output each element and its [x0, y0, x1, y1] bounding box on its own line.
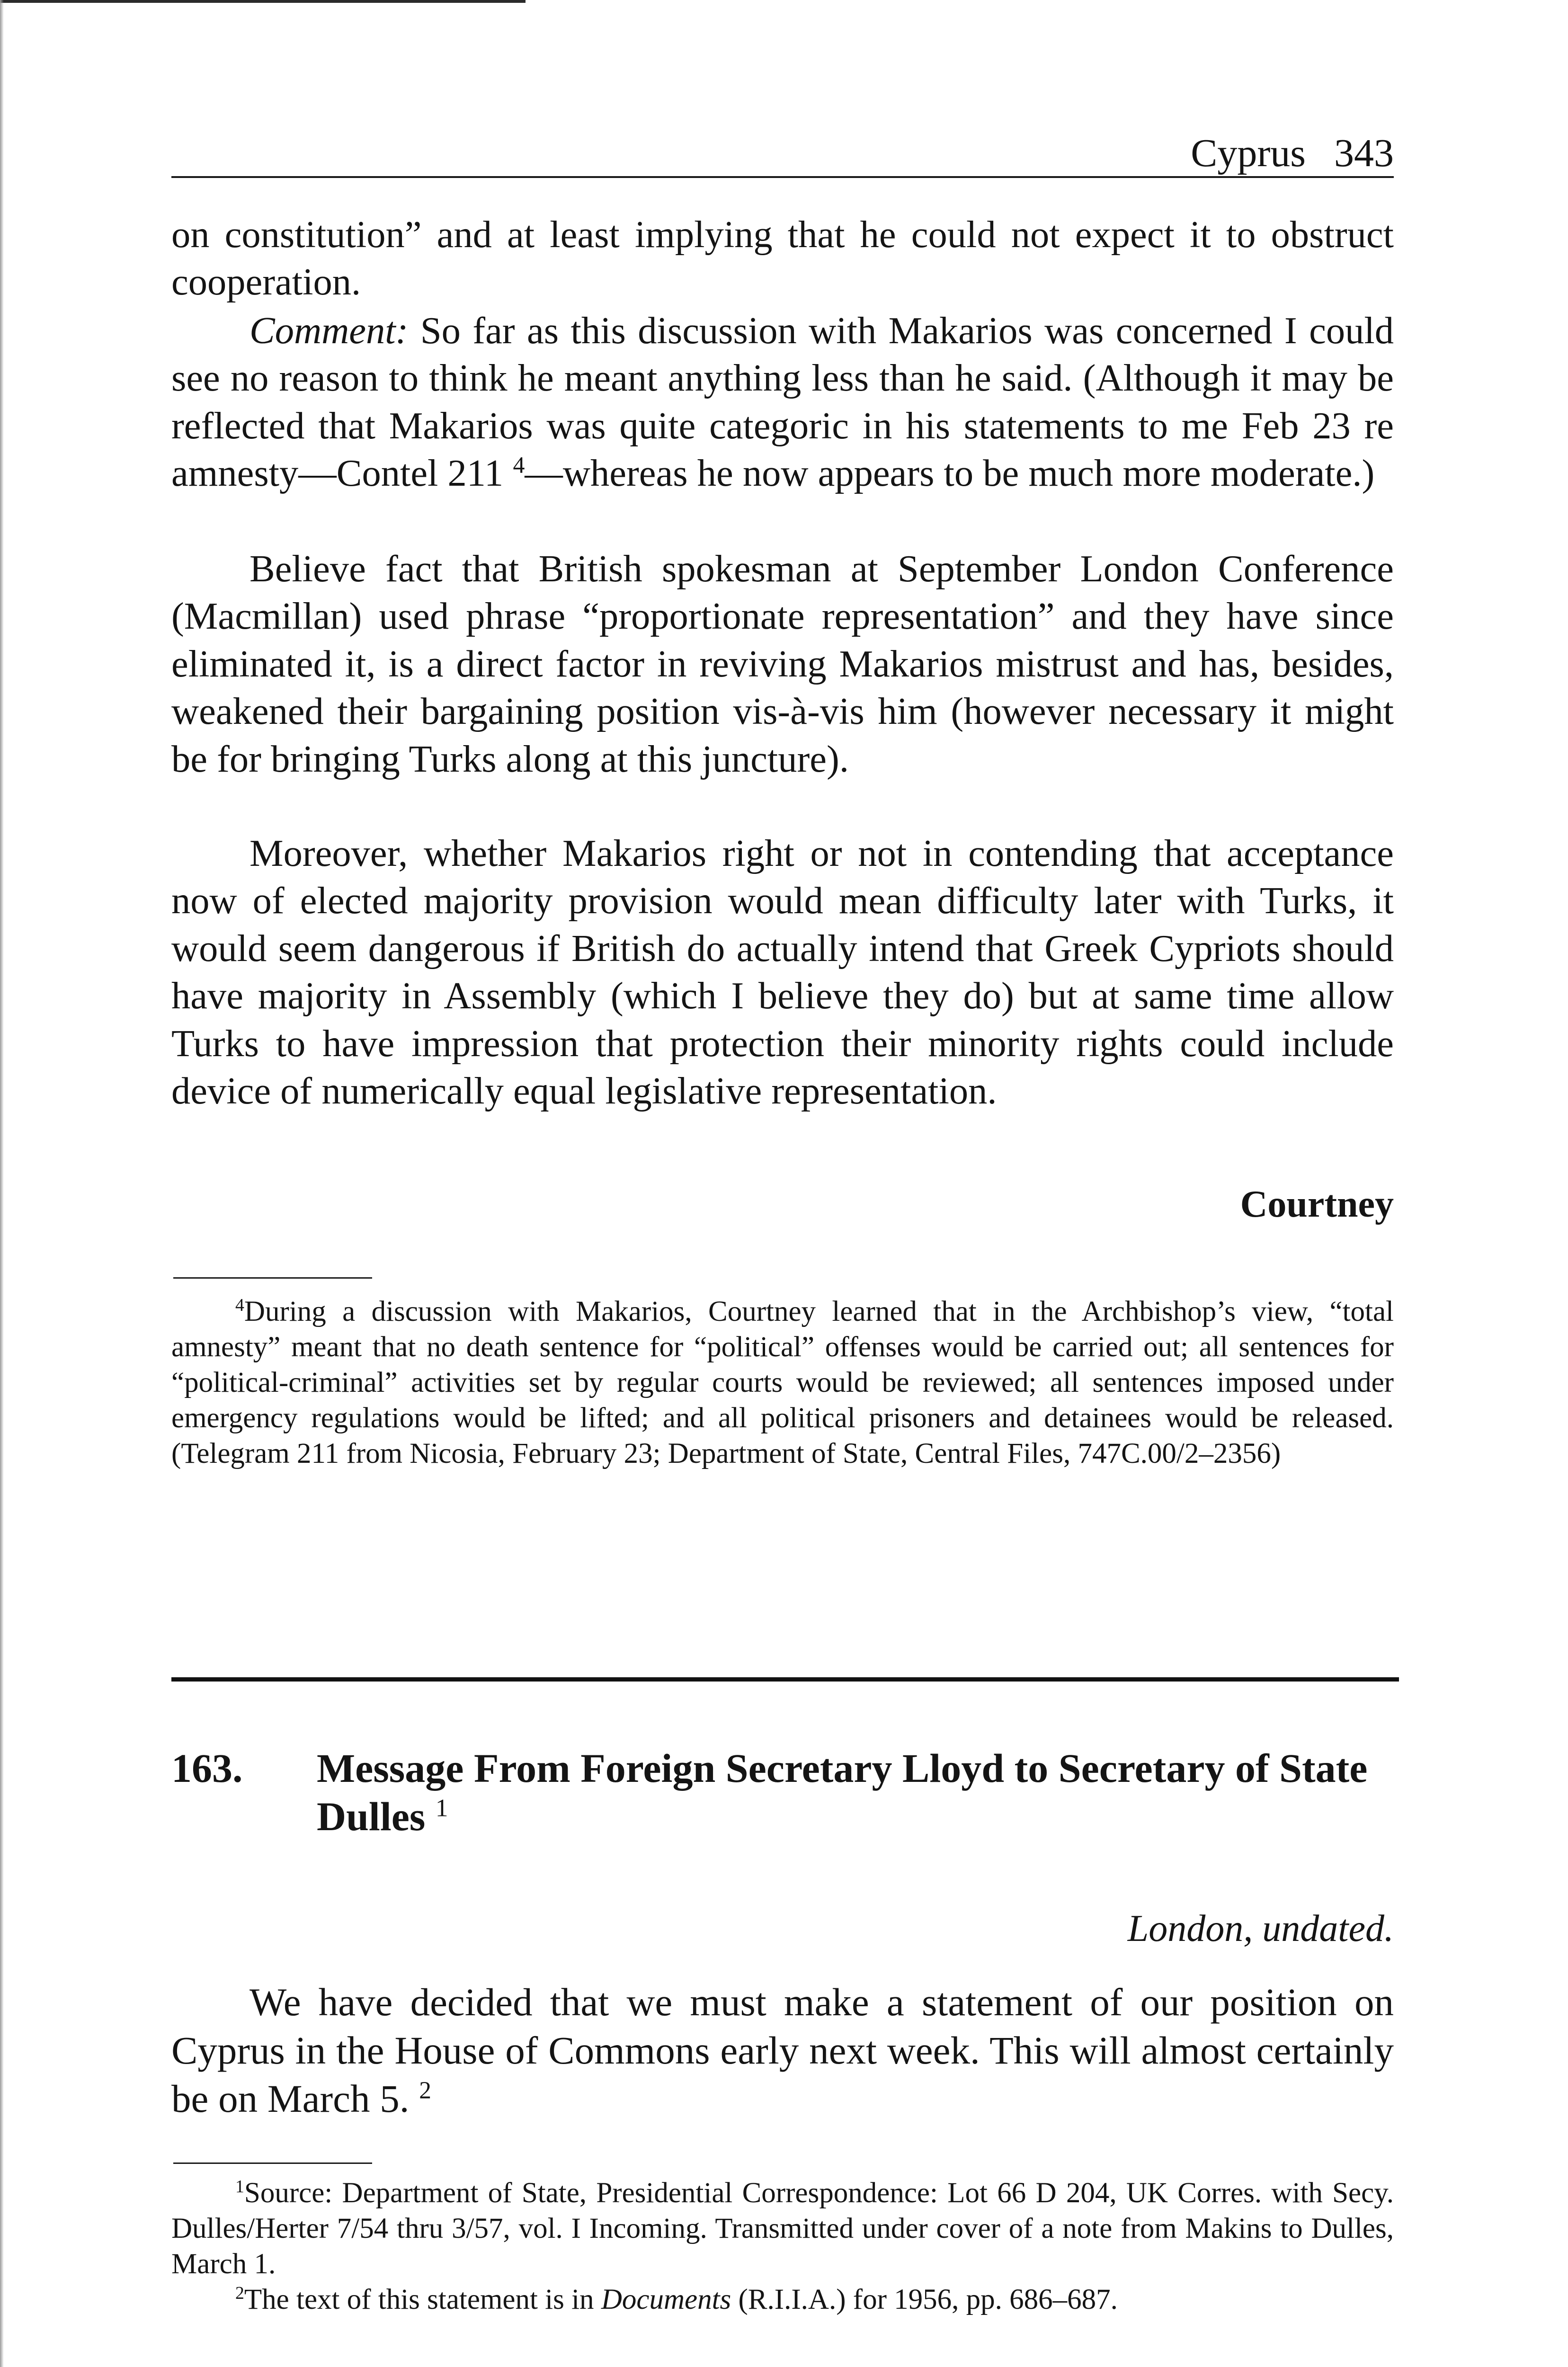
scan-edge-shadow	[0, 0, 4, 2367]
paragraph-comment-text-end: —whereas he now appears to be much more moderate.)	[525, 452, 1375, 495]
paragraph-continuation	[171, 211, 1394, 306]
section-divider	[171, 1677, 1399, 1682]
document-title-text: Message From Foreign Secretary Lloyd to Secretary of State Dulles	[317, 1745, 1368, 1839]
footnote-ref-1: 1	[435, 1793, 448, 1822]
footnote-2-marker: 2	[235, 2283, 244, 2304]
footnote-4-marker: 4	[235, 1295, 244, 1316]
dateline: London, undated.	[1127, 1908, 1394, 1949]
paragraph-comment-text: So far as this discussion with Makarios was concerned I could see no reason to think he meant anything less than he said. (Although it may be reflected that Makarios was quite categoric in his statements to me Feb 23 re amnesty—Contel 211	[171, 310, 1394, 495]
paragraph-british-spokesman	[171, 545, 1394, 783]
footnote-1-text: Source: Department of State, Presidential Correspondence: Lot 66 D 204, UK Corres. with Secy. Dulles/Herter 7/54 thru 3/57, vol. I Incoming. Transmitted under cover of a note from Makins to Dulles, March 1.	[171, 2177, 1394, 2280]
document-number: 163.	[171, 1745, 243, 1791]
paragraph-comment	[171, 307, 1394, 498]
footnote-2	[171, 2282, 1394, 2317]
footnote-1-marker: 1	[235, 2177, 244, 2197]
footnote-4-text: During a discussion with Makarios, Courtney learned that in the Archbishop’s view, “total amnesty” meant that no death sentence for “political” offenses would be carried out; all sentences for “political-criminal” activities set by regular courts would be reviewed; all sentences imposed under emergency regulations would be lifted; and all political prisoners and detainees would be released. (Telegram 211 from Nicosia, February 23; Department of State, Central Files, 747C.00/2–2356)	[171, 1296, 1394, 1469]
paragraph-continuation-text: on constitution” and at least implying that he could not expect it to obstruct cooperation.	[171, 214, 1394, 303]
running-head-text	[1191, 133, 1394, 173]
footnote-rule	[173, 1277, 372, 1279]
footnote-2-text-after: (R.I.I.A.) for 1956, pp. 686–687.	[738, 2284, 1118, 2315]
paragraph-british-spokesman-text: Believe fact that British spokesman at September London Conference (Macmillan) used phrase “proportionate representation” and they have since eliminated it, is a direct factor in reviving Makarios mistrust and has, besides, weakened their bargaining position vis-à-vis him (however necessary it might be for bringing Turks along at this juncture).	[171, 548, 1394, 780]
document-title	[317, 1744, 1368, 1841]
signature: Courtney	[1240, 1184, 1394, 1225]
page-number: 343	[1334, 131, 1394, 175]
scan-edge-line	[0, 0, 526, 3]
document-body	[171, 1978, 1394, 2123]
footnote-1	[171, 2175, 1394, 2282]
running-head	[171, 124, 1394, 178]
footnote-rule	[173, 2162, 372, 2164]
footnote-ref-2: 2	[419, 2077, 431, 2104]
footnote-4	[171, 1294, 1394, 1471]
document-heading	[171, 1744, 1394, 1841]
running-head-title: Cyprus	[1191, 131, 1306, 175]
footnote-2-text-before: The text of this statement is in	[244, 2284, 594, 2315]
document-body-text: We have decided that we must make a statement of our position on Cyprus in the House of Commons early next week. This will almost certainly be on March 5.	[171, 1980, 1394, 2120]
comment-label: Comment:	[249, 310, 409, 352]
paragraph-moreover-text: Moreover, whether Makarios right or not in contending that acceptance now of elected majority provision would mean difficulty later with Turks, it would seem dangerous if British do actually intend that Greek Cypriots should have majority in Assembly (which I believe they do) but at same time allow Turks to have impression that protection their minority rights could include device of numerically equal legislative representation.	[171, 832, 1394, 1112]
footnote-2-italic-title: Documents	[601, 2284, 731, 2315]
paragraph-moreover	[171, 830, 1394, 1115]
footnote-ref-4: 4	[513, 452, 525, 478]
